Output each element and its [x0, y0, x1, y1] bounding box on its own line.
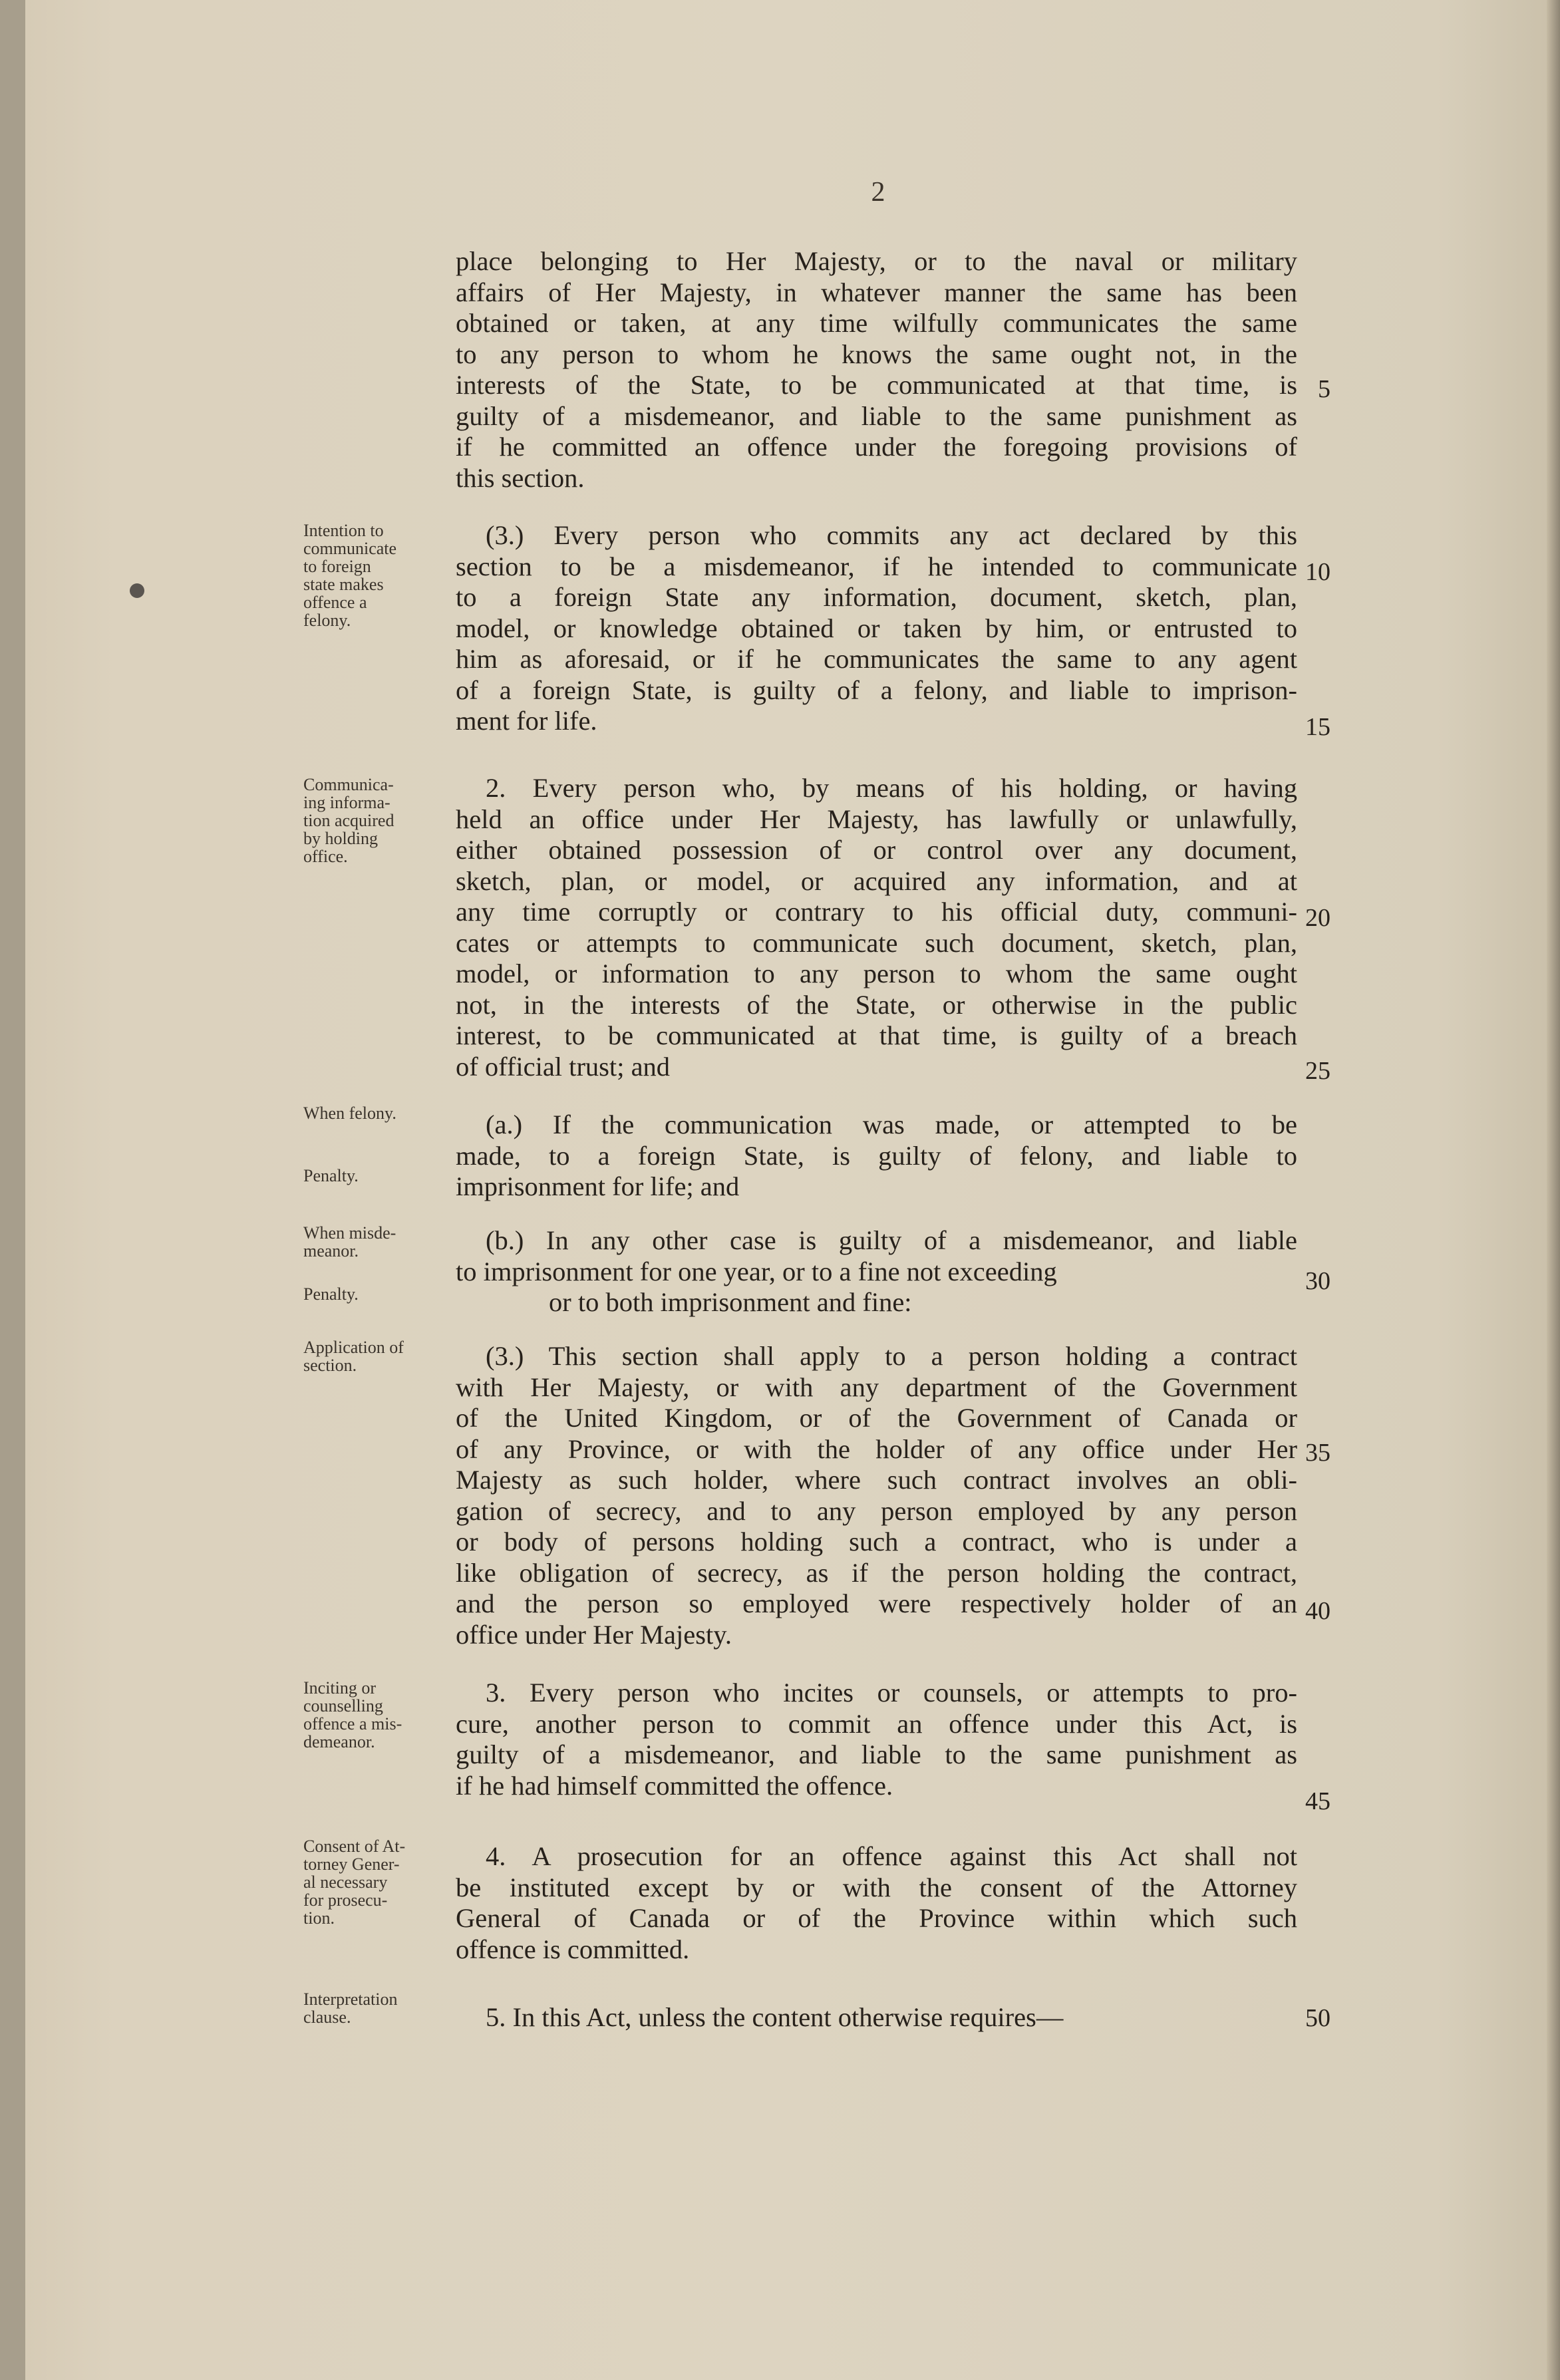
marginal-note [303, 1167, 450, 1185]
text-line: gation of secrecy, and to any person employed by any person [456, 1495, 1297, 1526]
line-number: 35 [1305, 1439, 1330, 1467]
marginal-note [303, 1679, 450, 1751]
text-line: sketch, plan, or model, or acquired any information, and at [456, 865, 1297, 896]
marginal-note [303, 776, 450, 865]
marginal-note [303, 521, 450, 629]
text-line: 4. A prosecution for an offence against this Act shall not [486, 1841, 1297, 1871]
page-number: 2 [871, 177, 885, 208]
line-number: 45 [1305, 1787, 1330, 1815]
text-line: office under Her Majesty. [456, 1619, 732, 1650]
text-line: of official trust; and [456, 1051, 671, 1082]
note-line: Communica- [303, 775, 394, 794]
note-line: for prosecu- [303, 1890, 388, 1910]
note-line: tion acquired [303, 811, 394, 830]
line-number: 20 [1305, 904, 1330, 932]
text-line: to any person to whom he knows the same ought not, in the [456, 339, 1297, 369]
paragraph-application [456, 1341, 1297, 1650]
text-line: him as aforesaid, or if he communicates the same to any agent [456, 644, 1297, 674]
line-number: 25 [1305, 1057, 1330, 1085]
note-line: demeanor. [303, 1732, 375, 1751]
note-line: communicate [303, 539, 397, 558]
text-line: of a foreign State, is guilty of a felony, and liable to imprison- [456, 674, 1297, 705]
line-number: 30 [1305, 1267, 1330, 1295]
marginal-note [303, 1285, 450, 1303]
text-line: (a.) If the communication was made, or attempted to be [486, 1110, 1297, 1139]
text-line: made, to a foreign State, is guilty of felony, and liable to [456, 1140, 1297, 1171]
marginal-note [303, 1104, 450, 1122]
paragraph-section-5 [456, 2002, 1297, 2033]
text-line: section to be a misdemeanor, if he intended to communicate [456, 551, 1297, 581]
note-line: When felony. [303, 1104, 396, 1123]
paragraph-subsection-b [456, 1225, 1297, 1318]
text-line: model, or knowledge obtained or taken by him, or entrusted to [456, 613, 1297, 643]
text-line: interests of the State, to be communicated at that time, is [456, 370, 1297, 400]
note-line: felony. [303, 611, 351, 630]
paragraph-subsection-a [456, 1110, 1297, 1203]
text-line: held an office under Her Majesty, has lawfully or unlawfully, [456, 804, 1297, 834]
note-line: meanor. [303, 1241, 359, 1261]
text-line: (b.) In any other case is guilty of a misdemeanor, and liable [486, 1225, 1297, 1255]
note-line: torney Gener- [303, 1855, 400, 1874]
line-number: 15 [1305, 713, 1330, 741]
marginal-note [303, 1338, 463, 1374]
text-line: guilty of a misdemeanor, and liable to the same punishment as [456, 1739, 1297, 1769]
text-line: General of Canada or of the Province within which such [456, 1903, 1297, 1933]
text-line: imprisonment for life; and [456, 1171, 740, 1201]
text-line: and the person so employed were respectively holder of an [456, 1588, 1297, 1618]
text-line: to a foreign State any information, document, sketch, plan, [456, 582, 1297, 612]
note-line: Consent of At- [303, 1837, 406, 1856]
page-edge [1547, 0, 1560, 2380]
text-line: (3.) This section shall apply to a person holding a contract [486, 1341, 1297, 1371]
text-line: 5. In this Act, unless the content otherwise requires— [486, 2002, 1064, 2032]
note-line: Inciting or [303, 1678, 377, 1698]
marginal-note [303, 1990, 450, 2026]
note-line: When misde- [303, 1223, 396, 1243]
line-number: 10 [1305, 558, 1330, 586]
line-number: 50 [1305, 2004, 1330, 2032]
paragraph-subsection-3 [456, 520, 1297, 737]
paragraph-section-2 [456, 773, 1297, 1082]
text-line: ment for life. [456, 706, 597, 736]
text-line: place belonging to Her Majesty, or to the naval or military [456, 246, 1297, 276]
text-line: (3.) Every person who commits any act declared by this [486, 520, 1297, 550]
note-line: section. [303, 1356, 357, 1375]
note-line: offence a [303, 593, 367, 612]
text-line: either obtained possession of or control over any document, [456, 835, 1297, 865]
text-line: of the United Kingdom, or of the Government of Canada or [456, 1403, 1297, 1433]
text-line: cure, another person to commit an offence under this Act, is [456, 1708, 1297, 1739]
note-line: Interpretation [303, 1990, 398, 2009]
text-line: interest, to be communicated at that time, is guilty of a breach [456, 1020, 1297, 1050]
text-line: if he committed an offence under the foregoing provisions of [456, 432, 1297, 462]
text-line: with Her Majesty, or with any department of the Government [456, 1372, 1297, 1402]
note-line: ing informa- [303, 793, 390, 812]
text-line: or to both imprisonment and fine: [549, 1287, 912, 1317]
note-line: offence a mis- [303, 1714, 402, 1733]
paragraph-continuation [456, 246, 1297, 494]
text-line: not, in the interests of the State, or otherwise in the public [456, 989, 1297, 1020]
text-line: offence is committed. [456, 1934, 690, 1964]
note-line: Penalty. [303, 1166, 359, 1185]
line-number: 40 [1305, 1597, 1330, 1625]
text-line: model, or information to any person to whom the same ought [456, 959, 1297, 988]
marginal-note [303, 1837, 450, 1927]
paragraph-section-3 [456, 1678, 1297, 1801]
text-line: if he had himself committed the offence. [456, 1770, 893, 1801]
text-line: of any Province, or with the holder of any office under Her [456, 1433, 1297, 1464]
note-line: Intention to [303, 521, 384, 540]
binding-hole-mark [130, 583, 144, 598]
line-number: 5 [1318, 375, 1330, 403]
text-line: to imprisonment for one year, or to a fine not exceeding [456, 1256, 1057, 1286]
note-line: al necessary [303, 1872, 388, 1892]
paragraph-section-4 [456, 1841, 1297, 1965]
note-line: state makes [303, 575, 384, 594]
text-line: 3. Every person who incites or counsels, or attempts to pro- [486, 1678, 1297, 1708]
text-line: cates or attempts to communicate such document, sketch, plan, [456, 927, 1297, 958]
note-line: counselling [303, 1696, 383, 1715]
note-line: Penalty. [303, 1284, 359, 1304]
note-line: Application of [303, 1338, 404, 1357]
note-line: by holding [303, 829, 378, 848]
text-line: affairs of Her Majesty, in whatever manner the same has been [456, 277, 1297, 307]
text-line: obtained or taken, at any time wilfully communicates the same [456, 308, 1297, 338]
text-line: any time corruptly or contrary to his official duty, communi- [456, 897, 1297, 927]
text-line: be instituted except by or with the consent of the Attorney [456, 1872, 1297, 1902]
text-line: or body of persons holding such a contract, who is under a [456, 1527, 1297, 1557]
text-line: this section. [456, 462, 585, 493]
note-line: tion. [303, 1908, 335, 1928]
text-line: Majesty as such holder, where such contract involves an obli- [456, 1465, 1297, 1495]
note-line: clause. [303, 2008, 351, 2027]
text-line: like obligation of secrecy, as if the person holding the contract, [456, 1557, 1297, 1588]
text-line: guilty of a misdemeanor, and liable to the same punishment as [456, 400, 1297, 431]
text-line: 2. Every person who, by means of his holding, or having [486, 773, 1297, 803]
note-line: office. [303, 847, 348, 866]
note-line: to foreign [303, 557, 371, 576]
marginal-note [303, 1224, 450, 1260]
